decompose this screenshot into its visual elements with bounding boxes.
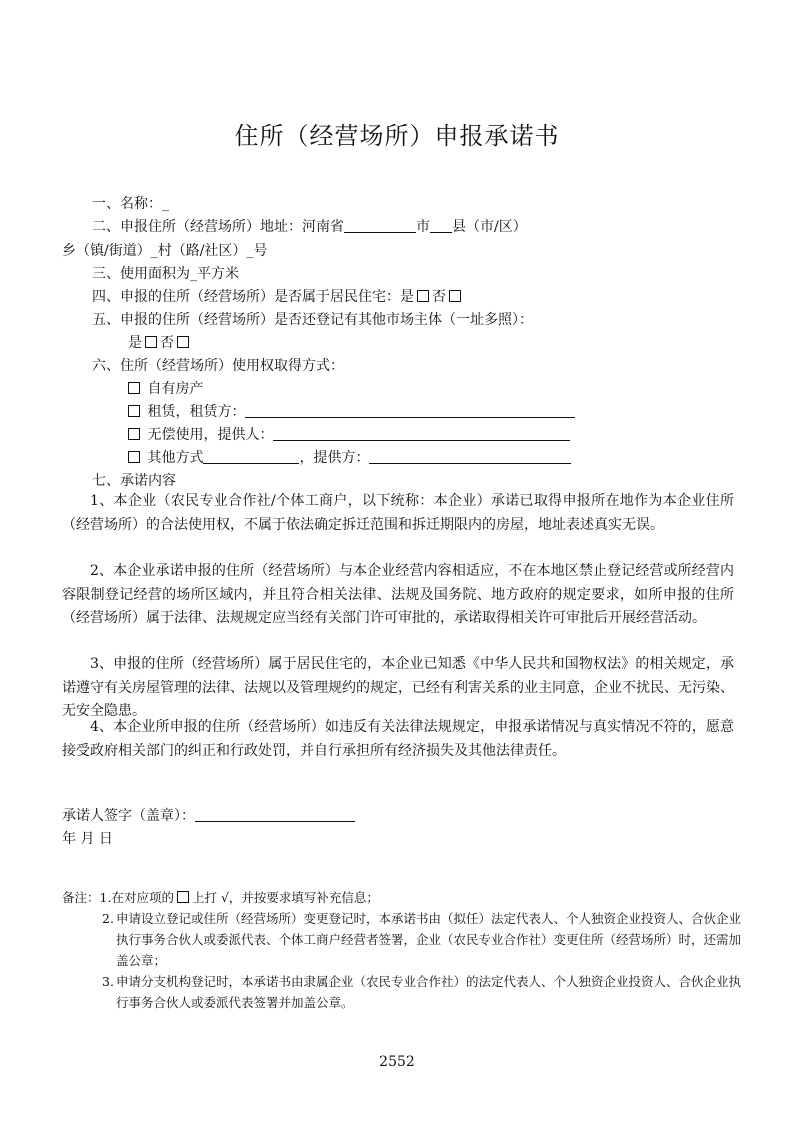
provider-blank[interactable] xyxy=(273,425,570,441)
checkbox-no[interactable] xyxy=(449,290,461,302)
signature-label: 承诺人签字（盖章）： xyxy=(62,808,195,824)
note-2 xyxy=(62,908,742,971)
other-method-blank[interactable] xyxy=(203,448,299,464)
note-1 xyxy=(62,887,742,908)
commitment-4: 4、本企业所申报的住所（经营场所）如违反有关法律法规规定，申报承诺情况与真实情况不符的，愿意接受政府相关部门的纠正和行政处罚，并自行承担所有经济损失及其他法律责任。 xyxy=(62,719,734,759)
option-free-use xyxy=(128,425,570,445)
field-area: 三、使用面积为_平方米 xyxy=(92,266,239,282)
field-address xyxy=(92,217,527,237)
checkbox-yes[interactable] xyxy=(417,290,429,302)
checkbox-multi-yes[interactable] xyxy=(145,336,157,348)
notes xyxy=(62,887,742,1013)
other-provider-label: ，提供方： xyxy=(299,450,370,466)
checkbox-icon xyxy=(177,891,189,903)
other-provider-blank[interactable] xyxy=(369,448,571,464)
note-3-number: 3. xyxy=(102,974,114,989)
checkbox-other[interactable] xyxy=(128,451,140,463)
field-address-line2: 乡（镇/街道）_村（路/社区）_号 xyxy=(62,243,268,259)
city-blank[interactable] xyxy=(430,217,452,233)
province-blank[interactable] xyxy=(344,217,416,233)
checkbox-multi-no[interactable] xyxy=(177,336,189,348)
note-2-number: 2. xyxy=(102,911,114,926)
option-own xyxy=(128,379,203,399)
note-2-text: 申请设立登记或住所（经营场所）变更登记时，本承诺书由（拟任）法定代表人、个人独资企业投资人、合伙企业执行事务合伙人或委派代表、个体工商户经营者签署，企业（农民专业合作社）变更住所（经营场所）时，还需加盖公章； xyxy=(116,911,742,968)
note-1-number: 1. xyxy=(99,890,112,905)
signature-line xyxy=(62,806,355,826)
no-label: 否 xyxy=(160,335,174,351)
field-acquisition: 六、住所（经营场所）使用权取得方式： xyxy=(92,358,344,374)
checkbox-lease[interactable] xyxy=(128,405,140,417)
lease-label: 租赁，租赁方： xyxy=(147,404,246,420)
note-3 xyxy=(62,971,742,1013)
city-label: 市 xyxy=(416,219,430,235)
residential-question: 四、申报的住所（经营场所）是否属于居民住宅：是 xyxy=(92,289,414,305)
signature-date: 年 月 日 xyxy=(62,831,113,847)
option-lease xyxy=(128,402,575,422)
field-multi-registration: 五、申报的住所（经营场所）是否还登记有其他市场主体（一址多照）： xyxy=(92,312,533,328)
no-label: 否 xyxy=(432,289,446,305)
commitment-heading: 七、承诺内容 xyxy=(92,473,176,489)
field-residential xyxy=(92,287,464,307)
commitment-3: 3、申报的住所（经营场所）属于居民住宅的，本企业已知悉《中华人民共和国物权法》的相关规定，承诺遵守有关房屋管理的法律、法规以及管理规约的规定，已经有利害关系的业主同意，企业不扰民、无污染、无安全隐患。 xyxy=(62,656,734,719)
notes-prefix: 备注： xyxy=(62,890,100,905)
commitment-2: 2、本企业承诺申报的住所（经营场所）与本企业经营内容相适应，不在本地区禁止登记经营或所经营内容限制登记经营的场所区域内，并且符合相关法律、法规及国务院、地方政府的规定要求，如所申报的住所（经营场所）属于法律、法规规定应当经有关部门许可审批的，承诺取得相关许可审批后开展经营活动。 xyxy=(62,563,734,626)
address-label: 二、申报住所（经营场所）地址：河南省 xyxy=(92,219,344,235)
commitment-1: 1、本企业（农民专业合作社/个体工商户，以下统称：本企业）承诺已取得申报所在地作为本企业住所（经营场所）的合法使用权，不属于依法确定拆迁范围和拆迁期限内的房屋，地址表述真实无误。 xyxy=(62,493,734,533)
own-label: 自有房产 xyxy=(147,381,204,397)
signature-blank[interactable] xyxy=(195,806,355,822)
note-1-text-b: 上打 √，并按要求填写补充信息； xyxy=(191,890,379,905)
page-number: 2552 xyxy=(379,1054,415,1070)
county-label: 县（市/区） xyxy=(452,219,527,235)
note-3-text: 申请分支机构登记时，本承诺书由隶属企业（农民专业合作社）的法定代表人、个人独资企业投资人、合伙企业执行事务合伙人或委派代表签署并加盖公章。 xyxy=(116,974,742,1010)
checkbox-own[interactable] xyxy=(128,382,140,394)
option-other xyxy=(128,448,571,468)
other-label: 其他方式 xyxy=(147,450,204,466)
multi-registration-options xyxy=(128,333,192,353)
yes-label: 是 xyxy=(128,335,142,351)
checkbox-free-use[interactable] xyxy=(128,428,140,440)
note-1-text-a: 在对应项的 xyxy=(111,890,174,905)
lessor-blank[interactable] xyxy=(245,402,575,418)
free-use-label: 无偿使用，提供人： xyxy=(147,427,274,443)
field-name: 一、名称：_ xyxy=(92,196,169,212)
document-title: 住所（经营场所）申报承诺书 xyxy=(234,122,560,150)
